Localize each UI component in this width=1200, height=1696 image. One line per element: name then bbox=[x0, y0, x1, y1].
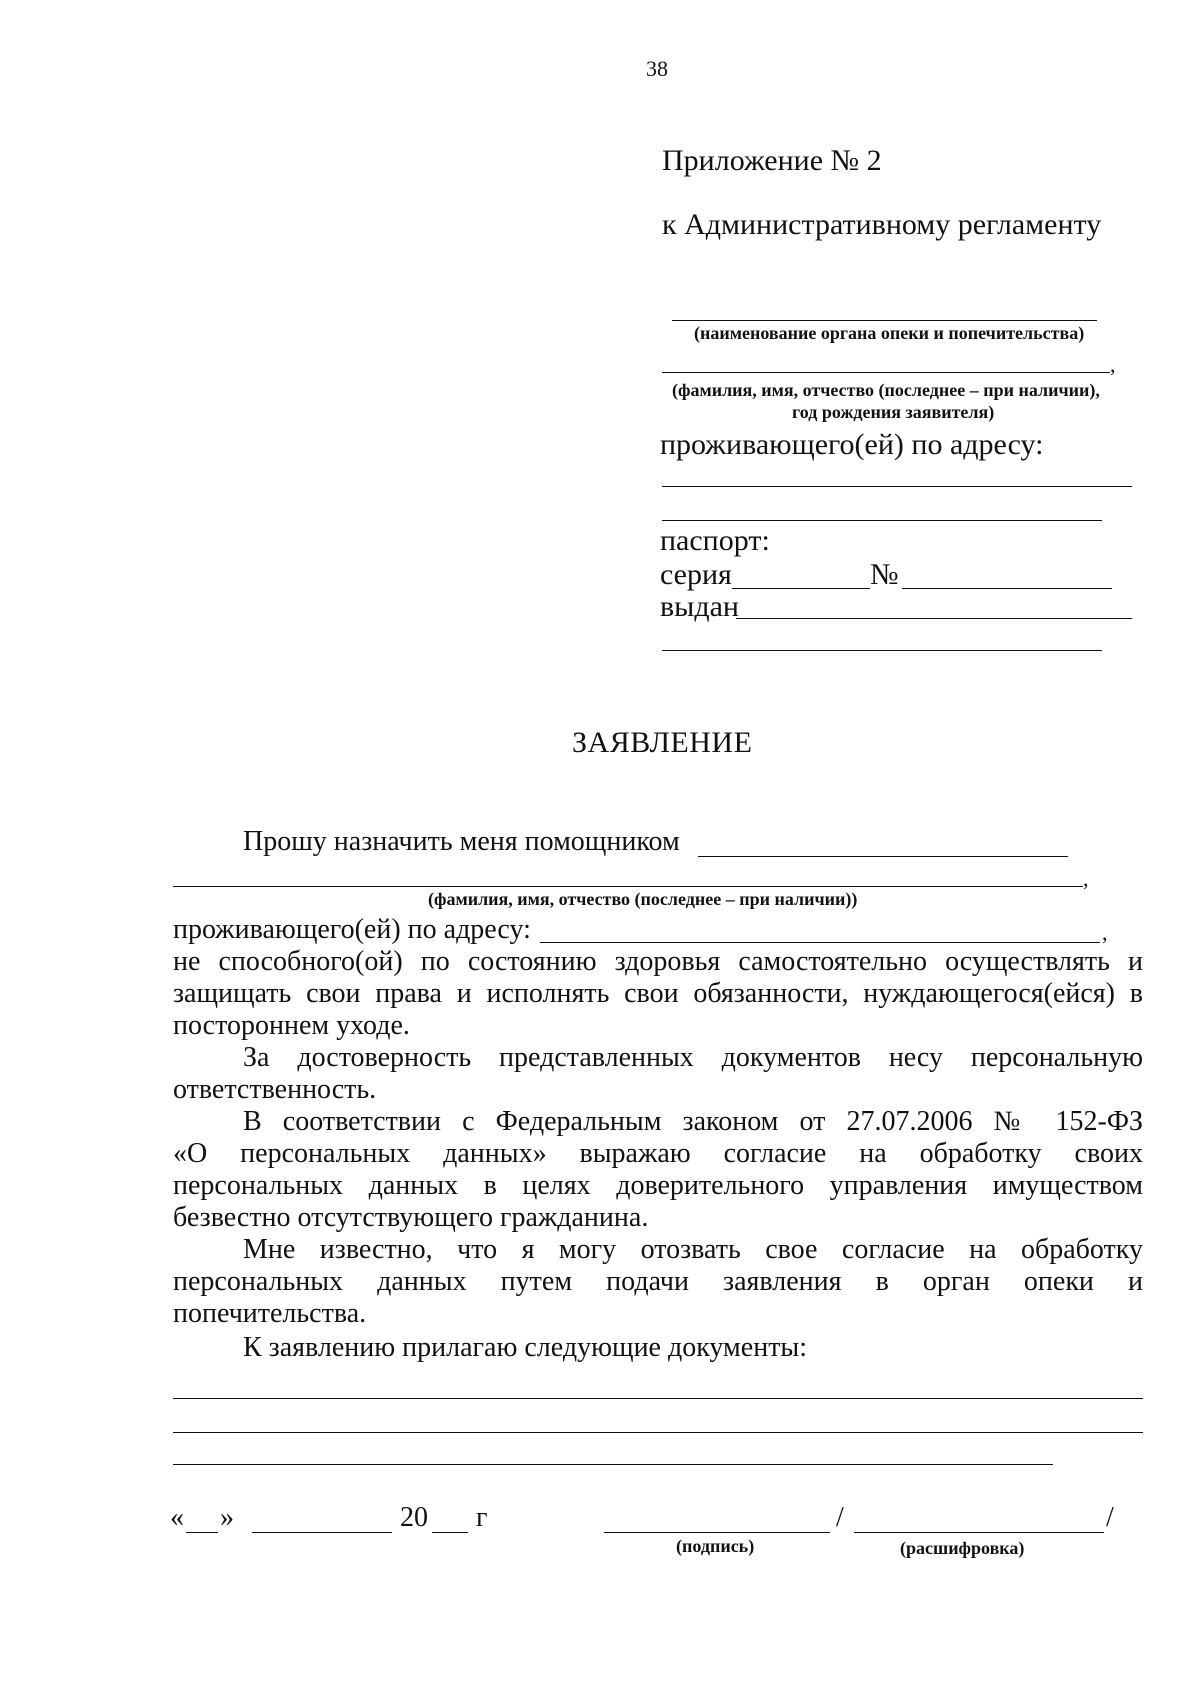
paragraph-4-line-1: Мне известно, что я могу отозвать свое согласие на обработку bbox=[243, 1234, 1143, 1265]
request-text: Прошу назначить меня помощником bbox=[243, 826, 680, 857]
ward-name-caption: (фамилия, имя, отчество (последнее – при наличии)) bbox=[428, 889, 858, 909]
organ-name-line bbox=[672, 320, 1097, 321]
paragraph-2-line-2: ответственность. bbox=[173, 1074, 377, 1105]
applicant-caption-line2: год рождения заявителя) bbox=[792, 402, 995, 422]
ward-residing-label: проживающего(ей) по адресу: bbox=[173, 914, 531, 945]
paragraph-1-line-2: защищать свои права и исполнять свои обязанности, нуждающегося(ейся) в bbox=[173, 978, 1143, 1009]
series-line bbox=[732, 588, 870, 589]
date-quote-open: « bbox=[170, 1502, 184, 1533]
applicant-caption-line1: (фамилия, имя, отчество (последнее – при наличии), bbox=[672, 380, 1100, 400]
signature-caption: (подпись) bbox=[676, 1536, 755, 1556]
slash: / bbox=[836, 1502, 844, 1533]
month-line bbox=[252, 1532, 392, 1533]
year-prefix: 20 bbox=[400, 1502, 428, 1533]
passport-label: паспорт: bbox=[660, 524, 770, 557]
comma: , bbox=[1083, 866, 1089, 891]
appendix-title: Приложение № 2 bbox=[662, 144, 882, 177]
page-number: 38 bbox=[646, 56, 668, 81]
paragraph-2-line-1: За достоверность представленных документов несу персональную bbox=[243, 1042, 1143, 1073]
issued-line-2 bbox=[662, 650, 1102, 651]
attachment-line-3 bbox=[173, 1464, 1053, 1465]
paragraph-3-line-2: «О персональных данных» выражаю согласие на обработку своих bbox=[173, 1138, 1143, 1169]
applicant-name-line bbox=[662, 372, 1110, 373]
paragraph-3-line-1: В соответствии с Федеральным законом от 27.07.2006 № 152-ФЗ bbox=[243, 1106, 1143, 1137]
issued-label: выдан bbox=[660, 590, 739, 623]
paragraph-4-line-2: персональных данных путем подачи заявления в орган опеки и bbox=[173, 1266, 1143, 1297]
decipher-caption: (расшифровка) bbox=[900, 1538, 1025, 1558]
comma: , bbox=[1110, 352, 1116, 377]
date-quote-close: » bbox=[220, 1502, 234, 1533]
ward-name-line-1 bbox=[698, 856, 1068, 857]
paragraph-1-line-1: не способного(ой) по состоянию здоровья самостоятельно осуществлять и bbox=[173, 946, 1143, 977]
number-sign: № bbox=[870, 558, 899, 591]
decipher-line bbox=[854, 1532, 1104, 1533]
ward-name-line-2 bbox=[173, 886, 1083, 887]
year-suffix: г bbox=[476, 1502, 488, 1533]
issued-line bbox=[736, 618, 1132, 619]
slash: / bbox=[1106, 1502, 1114, 1533]
comma: , bbox=[1102, 920, 1108, 945]
series-label: серия bbox=[660, 558, 732, 591]
organ-name-caption: (наименование органа опеки и попечительства) bbox=[694, 323, 1085, 343]
paragraph-3-line-4: безвестно отсутствующего гражданина. bbox=[173, 1202, 649, 1233]
paragraph-3-line-3: персональных данных в целях доверительного управления имуществом bbox=[173, 1170, 1143, 1201]
address-line-1 bbox=[662, 486, 1132, 487]
regulation-reference: к Административному регламенту bbox=[662, 208, 1102, 241]
year-line bbox=[432, 1532, 468, 1533]
address-line-2 bbox=[662, 520, 1102, 521]
document-title: ЗАЯВЛЕНИЕ bbox=[572, 726, 753, 759]
signature-line bbox=[604, 1532, 830, 1533]
residing-label: проживающего(ей) по адресу: bbox=[660, 428, 1044, 461]
attachment-line-1 bbox=[173, 1398, 1143, 1399]
attachment-line-2 bbox=[173, 1432, 1143, 1433]
paragraph-1-line-3: постороннем уходе. bbox=[173, 1010, 410, 1041]
day-line bbox=[186, 1532, 218, 1533]
number-line bbox=[902, 588, 1112, 589]
attachments-label: К заявлению прилагаю следующие документы: bbox=[243, 1332, 808, 1363]
ward-address-line bbox=[540, 942, 1100, 943]
paragraph-4-line-3: попечительства. bbox=[173, 1298, 367, 1329]
